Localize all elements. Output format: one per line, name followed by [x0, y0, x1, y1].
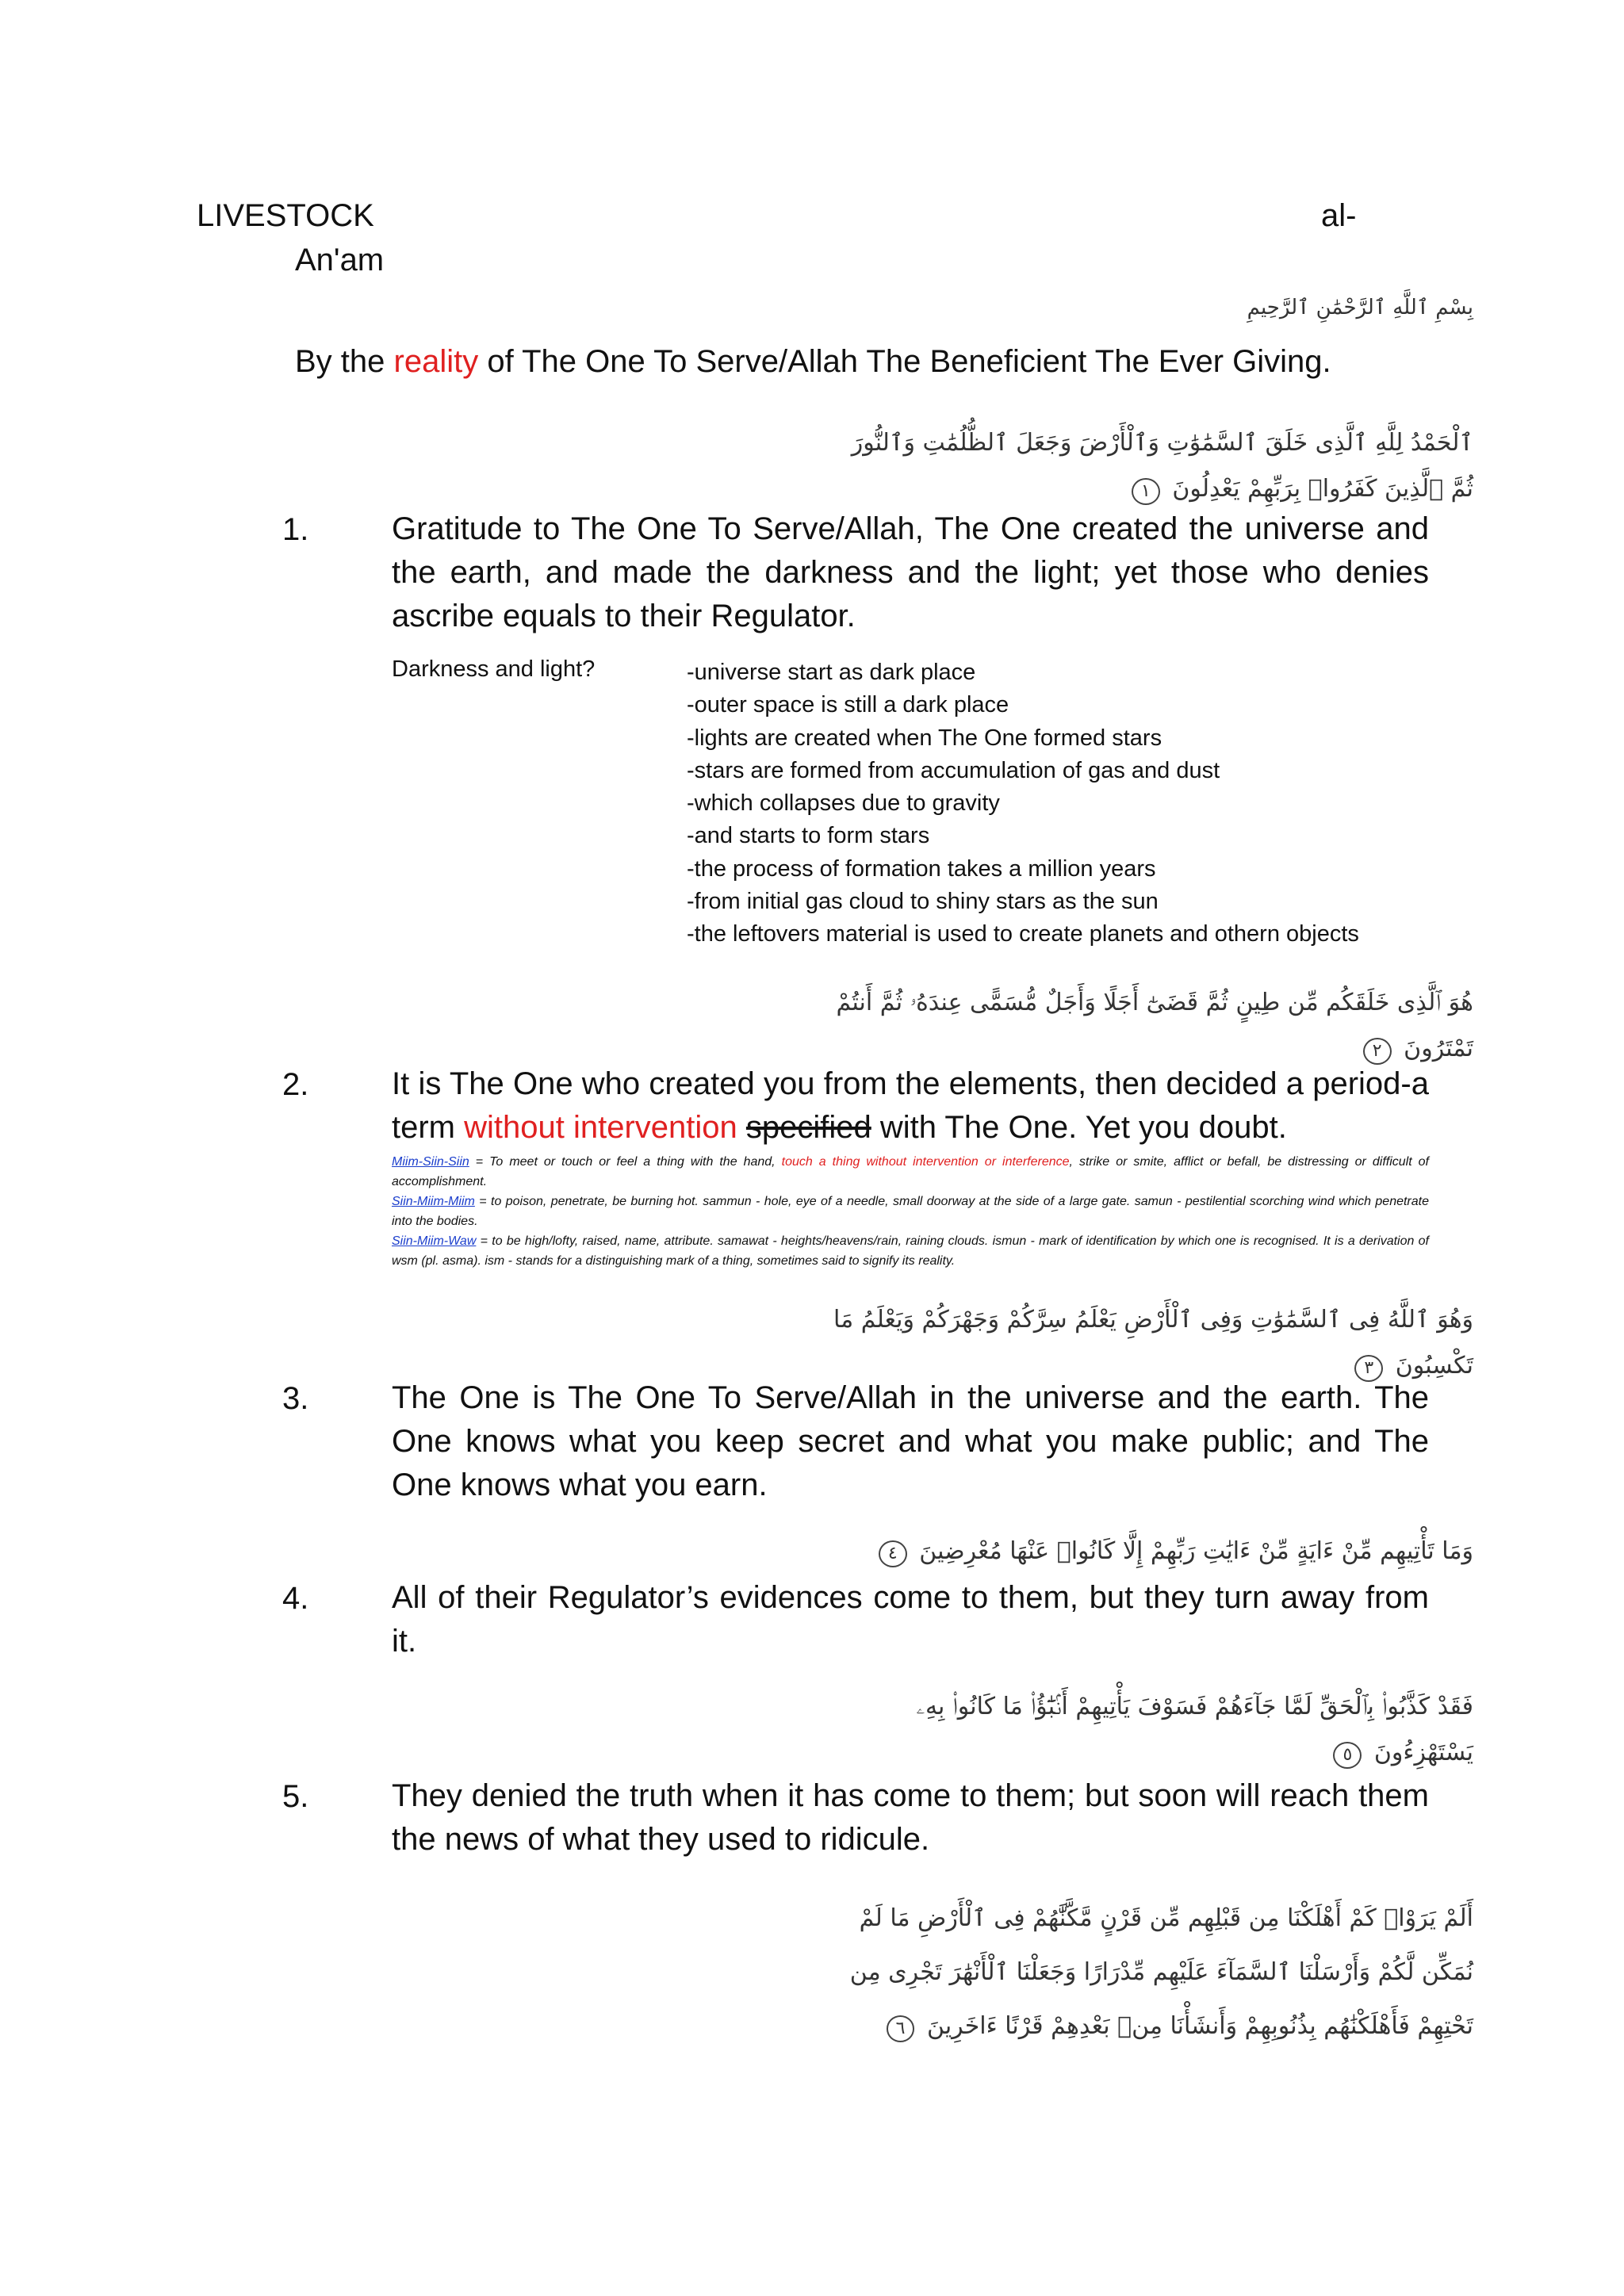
verse-5-number: 5. — [282, 1779, 309, 1814]
word-notes — [392, 1152, 1429, 1271]
opening-highlight: reality — [393, 344, 479, 379]
inserted-phrase: without intervention — [464, 1110, 737, 1145]
verse-5-text: They denied the truth when it has come to them; but soon will reach them the news of what they used to ridicule. — [392, 1778, 1429, 1857]
page-title-english: LIVESTOCK — [197, 198, 374, 233]
note-item: -the process of formation takes a million years — [687, 855, 1156, 882]
opening-line — [295, 344, 1331, 380]
verse-1-text: Gratitude to The One To Serve/Allah, The One created the universe and the earth, and made the darkness and the light; yet those who denies ascribe equals to their Regulator. — [392, 511, 1429, 633]
page-title-transliteration: al- — [1321, 198, 1357, 233]
arabic-line: يَسْتَهْزِءُونَ ٥ — [363, 1730, 1473, 1776]
verse-2-text: It is The One who created you from the elements, then decided a period-a term without intervention specified with The One. Yet you doubt. — [392, 1066, 1429, 1145]
verse-5-arabic — [363, 1684, 1473, 1776]
arabic-line: وَمَا تَأْتِيهِم مِّنْ ءَايَةٍ مِّنْ ءَايَٰتِ رَبِّهِمْ إِلَّا كَانُوا۟ عَنْهَا مُعْرِضِينَ ٤ — [363, 1529, 1473, 1575]
root-link[interactable]: Siin-Miim-Waw — [392, 1234, 477, 1248]
note-item: -stars are formed from accumulation of gas and dust — [687, 757, 1220, 783]
verse-number-mark: ٥ — [1333, 1742, 1362, 1769]
note-item: -lights are created when The One formed stars — [687, 725, 1162, 751]
page-title-transliteration-continued: An'am — [295, 243, 385, 277]
note-item: -and starts to form stars — [687, 823, 930, 849]
verse-number-mark: ٣ — [1354, 1355, 1383, 1382]
word-note: Miim-Siin-Siin = To meet or touch or feel a thing with the hand, touch a thing without intervention or interference, strike or smite, afflict or befall, be distressing or difficult of accomplishment. — [392, 1155, 1430, 1188]
verse-1-number: 1. — [282, 512, 309, 547]
verse-number-mark: ٢ — [1363, 1038, 1392, 1065]
root-link[interactable]: Siin-Miim-Miim — [392, 1195, 475, 1208]
opening-before: By the — [295, 344, 394, 379]
note-item: -the leftovers material is used to create planets and othern objects — [687, 921, 1359, 947]
verse-2-number: 2. — [282, 1067, 309, 1102]
verse-4-text: All of their Regulator’s evidences come to them, but they turn away from it. — [392, 1580, 1429, 1659]
word-note: Siin-Miim-Miim = to poison, penetrate, be burning hot. sammun - hole, eye of a needle, small doorway at the side of a large gate. samun - pestilential scorching wind which penetrate into the bodies. — [392, 1195, 1429, 1228]
note-item: -outer space is still a dark place — [687, 692, 1009, 718]
arabic-line: هُوَ ٱلَّذِى خَلَقَكُم مِّن طِينٍ ثُمَّ قَضَىٰٓ أَجَلًا وَأَجَلٌ مُّسَمًّى عِندَهُۥ ثُمَّ أَنتُمْ — [836, 989, 1473, 1016]
opening-after: of The One To Serve/Allah The Beneficient The Ever Giving. — [478, 344, 1331, 379]
arabic-line: تَمْتَرُونَ ٢ — [363, 1026, 1473, 1072]
verse-4-arabic — [363, 1529, 1473, 1575]
struck-phrase: specified — [745, 1110, 871, 1145]
verse-3-number: 3. — [282, 1381, 309, 1416]
verse-4-number: 4. — [282, 1581, 309, 1616]
note-item: -universe start as dark place — [687, 660, 976, 685]
verse-1-arabic — [363, 420, 1473, 512]
verse-number-mark: ٤ — [879, 1540, 907, 1567]
arabic-line: فَقَدْ كَذَّبُوا۟ بِٱلْحَقِّ لَمَّا جَآءَهُمْ فَسَوْفَ يَأْتِيهِمْ أَنۢبَٰٓؤُا۟ مَا كَانُوا۟ بِهِۦ — [916, 1693, 1473, 1720]
arabic-line: ثُمَّ ٱلَّذِينَ كَفَرُوا۟ بِرَبِّهِمْ يَعْدِلُونَ ١ — [363, 466, 1473, 512]
root-link[interactable]: Miim-Siin-Siin — [392, 1155, 469, 1169]
verse-number-mark: ٦ — [887, 2015, 915, 2042]
arabic-line: تَكْسِبُونَ ٣ — [363, 1343, 1473, 1389]
arabic-line: تَحْتِهِمْ فَأَهْلَكْنَٰهُم بِذُنُوبِهِمْ وَأَنشَأْنَا مِنۢ بَعْدِهِمْ قَرْنًا ءَاخَرِينَ ٦ — [363, 1999, 1473, 2053]
arabic-line: أَلَمْ يَرَوْا۟ كَمْ أَهْلَكْنَا مِن قَبْلِهِم مِّن قَرْنٍ مَّكَّنَّٰهُمْ فِى ٱلْأَرْضِ مَا لَمْ — [859, 1904, 1473, 1932]
note-item: -which collapses due to gravity — [687, 790, 1000, 817]
verse-6-arabic — [363, 1892, 1473, 2053]
arabic-line: وَهُوَ ٱللَّهُ فِى ٱلسَّمَٰوَٰتِ وَفِى ٱلْأَرْضِ يَعْلَمُ سِرَّكُمْ وَجَهْرَكُمْ وَيَعْلَمُ مَا — [833, 1306, 1473, 1334]
arabic-line: نُمَكِّن لَّكُمْ وَأَرْسَلْنَا ٱلسَّمَآءَ عَلَيْهِم مِّدْرَارًا وَجَعَلْنَا ٱلْأَنْهَٰرَ تَجْرِى مِن — [849, 1958, 1473, 1986]
note-item: -from initial gas cloud to shiny stars as the sun — [687, 889, 1159, 915]
word-note: Siin-Miim-Waw = to be high/lofty, raised, name, attribute. samawat - heights/heavens/rain, raining clouds. ismun - mark of identification by which one is recognised. It is a derivation of wsm (pl. asma). ism - stands for a distinguishing mark of a thing, sometimes said to signify its reality. — [392, 1234, 1429, 1268]
verse-number-mark: ١ — [1132, 478, 1160, 505]
verse-2-arabic — [363, 980, 1473, 1072]
bismillah-arabic: بِسْمِ ٱللَّهِ ٱلرَّحْمَٰنِ ٱلرَّحِيمِ — [1247, 296, 1473, 320]
verse-3-arabic — [363, 1297, 1473, 1389]
note-list — [687, 656, 1359, 951]
arabic-line: ٱلْحَمْدُ لِلَّهِ ٱلَّذِى خَلَقَ ٱلسَّمَٰوَٰتِ وَٱلْأَرْضَ وَجَعَلَ ٱلظُّلُمَٰتِ وَٱلنُّورَ — [851, 429, 1473, 457]
verse-3-text: The One is The One To Serve/Allah in the universe and the earth. The One knows what you keep secret and what you make public; and The One knows what you earn. — [392, 1380, 1429, 1502]
note-label: Darkness and light? — [392, 656, 596, 682]
